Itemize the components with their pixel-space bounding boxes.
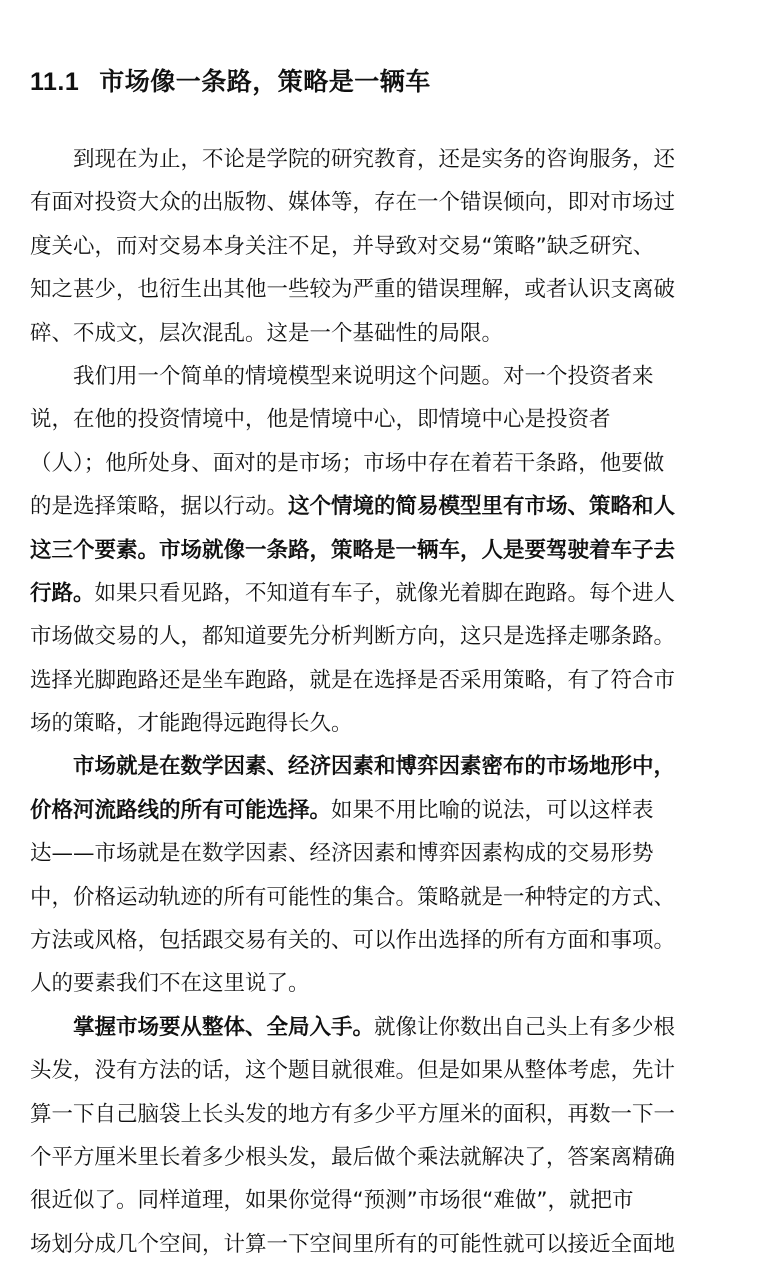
bold-text-run: 市场就是在数学因素、经济因素和博弈因素密布的市场地形中， [73,754,676,780]
bold-text-run: 这个情境的简易模型里有市场、策略和人 [288,494,676,520]
text-run: 有面对投资大众的出版物、媒体等，存在一个错误倾向，即对市场过 [30,190,676,216]
text-run: 到现在为止，不论是学院的研究教育，还是实务的咨询服务，还 [73,147,676,172]
text-run: 算一下自己脑袋上长头发的地方有多少平方厘米的面积，再数一下一 [30,1101,676,1127]
text-line [30,1049,730,1092]
text-line [30,962,730,1005]
text-run: 如果不用比喻的说法，可以这样表 [331,797,654,823]
bold-text-run: 掌握市场要从整体、全局入手。 [73,1014,375,1040]
text-line [30,268,730,311]
text-line [30,312,730,355]
text-run: 度关心，而对交易本身关注不足，并导致对交易“策略”缺乏研究、 [30,233,655,259]
text-run: 碎、不成文，层次混乱。这是一个基础性的局限。 [30,320,504,346]
section-heading [30,62,431,98]
text-run: 场划分成几个空间，计算一下空间里所有的可能性就可以接近全面地 [30,1231,676,1257]
text-line [30,355,730,398]
text-line [30,659,730,702]
text-run: 头发，没有方法的话，这个题目就很难。但是如果从整体考虑，先计 [30,1058,676,1084]
text-line [30,1006,730,1049]
text-line [30,745,730,788]
text-line [30,919,730,962]
text-line [30,615,730,658]
text-line [30,138,730,181]
bold-text-run: 价格河流路线的所有可能选择。 [30,797,332,823]
text-run: 市场做交易的人，都知道要先分析判断方向，这只是选择走哪条路。 [30,624,676,650]
bold-text-run: 这三个要素。市场就像一条路，策略是一辆车，人是要驾驶着车子去 [30,537,676,563]
text-run: 知之甚少，也衍生出其他一些较为严重的错误理解，或者认识支离破 [30,277,676,303]
text-run: 达——市场就是在数学因素、经济因素和博弈因素构成的交易形势 [30,841,654,867]
body-text [30,138,730,1266]
text-line [30,832,730,875]
bold-text-run: 行路。 [30,580,95,606]
text-line [30,702,730,745]
text-run: 如果只看见路，不知道有车子，就像光着脚在跑路。每个进人 [94,580,676,606]
text-line [30,1136,730,1179]
text-line [30,485,730,528]
text-run: 说，在他的投资情境中，他是情境中心，即情境中心是投资者 [30,407,611,433]
text-run: 我们用一个简单的情境模型来说明这个问题。对一个投资者来 [73,363,654,389]
section-title: 市场像一条路，策略是一辆车 [99,67,431,96]
text-line [30,181,730,224]
text-line [30,1179,730,1222]
text-line [30,442,730,485]
text-run: （人）；他所处身、面对的是市场；市场中存在着若干条路，他要做 [30,450,665,476]
text-run: 选择光脚跑路还是坐车跑路，就是在选择是否采用策略，有了符合市 [30,667,676,693]
text-line [30,789,730,832]
text-line [30,572,730,615]
text-run: 就像让你数出自己头上有多少根 [374,1014,676,1040]
text-line [30,1223,730,1266]
text-run: 很近似了。同样道理，如果你觉得“预测”市场很“难做”，就把市 [30,1188,634,1214]
section-number: 11.1 [30,68,80,96]
text-run: 的是选择策略，据以行动。 [30,494,289,520]
text-run: 中，价格运动轨迹的所有可能性的集合。策略就是一种特定的方式、 [30,884,676,910]
text-run: 方法或风格，包括跟交易有关的、可以作出选择的所有方面和事项。 [30,928,676,954]
text-run: 个平方厘米里长着多少根头发，最后做个乘法就解决了，答案离精确 [30,1144,676,1170]
text-run: 人的要素我们不在这里说了。 [30,971,310,997]
text-line [30,876,730,919]
text-line [30,1093,730,1136]
text-line [30,225,730,268]
text-line [30,398,730,441]
text-line [30,529,730,572]
text-run: 场的策略，才能跑得远跑得长久。 [30,711,353,737]
